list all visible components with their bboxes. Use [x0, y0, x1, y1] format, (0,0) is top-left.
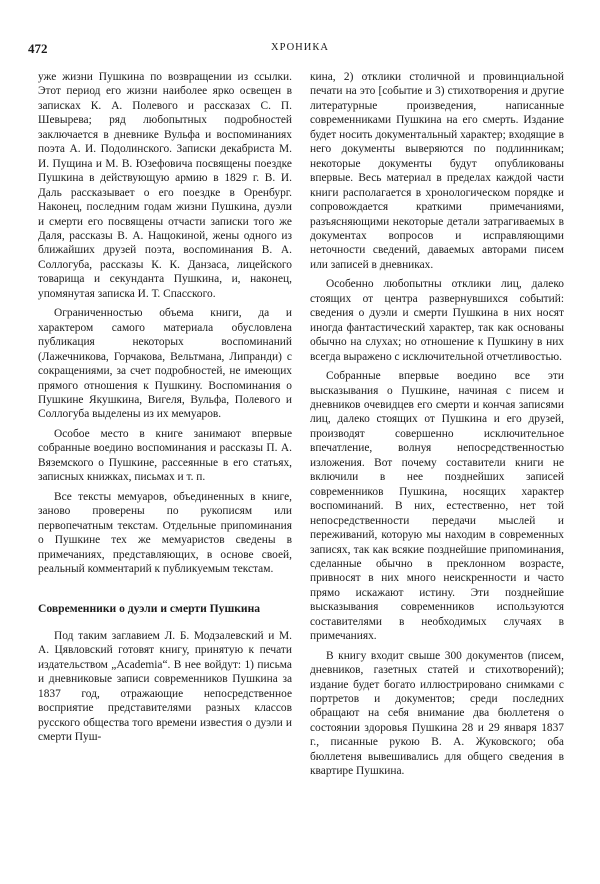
page-number: 472 [28, 41, 48, 56]
paragraph: Под таким заглавием Л. Б. Модзалевский и М. А. Цявловский готовят книгу, принятую к печати издательством „Academia“. В нее войдут: 1) письма и дневниковые записи современников Пушкина за 1837 год, отражающие непосредственное восприятие представителями разных классов русского общества того времени известия о дуэли и смерти Пуш- [38, 629, 292, 744]
left-column [38, 70, 292, 744]
paragraph: Все тексты мемуаров, объединенных в книге, заново проверены по рукописям или первопечатным текстам. Отдельные припоминания о Пушкине тех же мемуаристов сведены в примечаниях, представляющих, в основе своей, реальный комментарий к публикуемым текстам. [38, 490, 292, 575]
right-column [310, 70, 564, 779]
paragraph: В книгу входит свыше 300 документов (писем, дневников, газетных статей и стихотворений); издание будет богато иллюстрировано снимками с портретов и документов; среди последних обращают на себя внимание два бюллетеня о состоянии здоровья Пушкина 28 и 29 января 1837 г., писанные рукою В. А. Жуковского; оба бюллетеня вывешивались для общего сведения в квартире Пушкина. [310, 649, 564, 778]
paragraph: Особенно любопытны отклики лиц, далеко стоящих от центра развернувшихся событий: сведения о дуэли и смерти Пушкина в них носят иногда фантастический характер, так как основаны обычно на слухах; но отношение к Пушкину в них всегда выражено с исключительной отчетливостью. [310, 278, 564, 363]
paragraph: Особое место в книге занимают впервые собранные воедино воспоминания и рассказы П. А. Вяземского о Пушкине, рассеянные в его статьях, записных книжках, письмах и т. п. [38, 427, 292, 484]
running-title: ХРОНИКА [271, 42, 329, 53]
paragraph: Ограниченностью объема книги, да и характером самого материала обусловлена публикация некоторых воспоминаний (Лажечникова, Горчакова, Вельтмана, Липранди) с сокращениями, за счет подробностей, не имеющих прямого отношения к Пушкину. Воспоминания о Пушкине Якушкина, Вигеля, Вульфа, Полевого и Соллогуба выделены из их мемуаров. [38, 307, 292, 421]
paragraph: уже жизни Пушкина по возвращении из ссылки. Этот период его жизни наиболее ярко освещен в записках К. А. Полевого и рассказах С. П. Шевырева; ряд любопытных подробностей заключается в дневнике Вульфа и воспоминаниях поэта А. И. Подолинского. Записки декабриста М. И. Пущина и М. В. Юзефовича посвящены поездке Пушкина в действующую армию в 1829 г. В. И. Даль рассказывает о его поездке в Оренбург. Наконец, последним годам жизни Пушкина, дуэли и смерти его посвящены отчасти записки того же Даля, рассказы В. А. Нащокиной, жены одного из ближайших друзей поэта, воспоминания В. А. Соллогуба, рассказы К. К. Данзаса, лицейского товарища и секунданта Пушкина, и, наконец, упомянутая записка И. Т. Спасского. [38, 71, 292, 300]
paragraph: Собранные впервые воедино все эти высказывания о Пушкине, начиная с писем и дневников очевидцев его смерти и кончая записями лиц, далеко стоящих от Пушкина и его друзей, производят совершенно исключительное впечатление, волнуя непосредственностью изложения. Вот почему составители книги не включили в нее позднейших записей современников Пушкина, носящих характер воспоминаний. В них, естественно, нет той непосредственности передачи мыслей и переживаний, которую мы находим в современных записях, так как всякие позднейшие припоминания, сделанные обычно в преклонном возрасте, привносят в них много неискренности и часто прямо искажают истину. Эти позднейшие высказывания современников используются составителями в необходимых случаях в примечаниях. [310, 370, 564, 643]
section-heading: Современники о дуэли и смерти Пушкина [38, 602, 261, 616]
paragraph: кина, 2) отклики столичной и провинциальной печати на это [событие и 3) стихотворения и другие литературные произведения, написанные современниками Пушкина на его смерть. Издание будет носить документальный характер; входящие в него документы выверяются по подлинникам; некоторые документы будут опубликованы впервые. Весь материал в пределах каждой части книги располагается в хронологическом порядке и сопровождается краткими примечаниями, разъясняющими некоторые детали затрагиваемых в документах вопросов и исправляющими неточности сведений, даваемых авторами писем или записей в дневниках. [310, 71, 564, 271]
